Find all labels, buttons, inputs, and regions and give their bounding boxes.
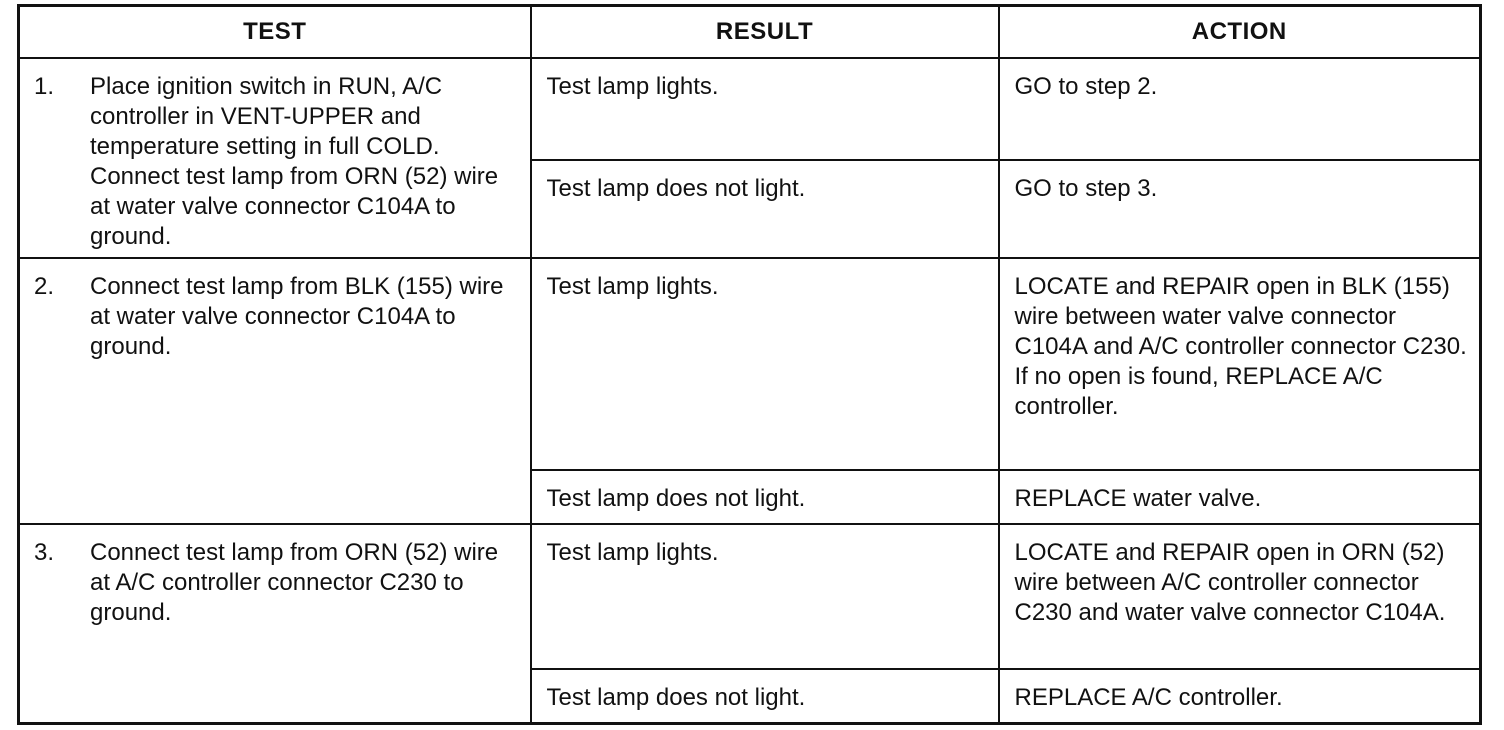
action-text: REPLACE A/C controller. (1014, 684, 1283, 712)
result-cell (531, 58, 999, 160)
result-text: Test lamp does not light. (546, 684, 806, 712)
result-text: Test lamp does not light. (546, 174, 806, 202)
action-cell (999, 160, 1481, 259)
test-description: Connect test lamp from BLK (155) wire at water valve connector C104A to ground. (90, 273, 504, 361)
table-row (19, 58, 1481, 160)
test-description: Place ignition switch in RUN, A/C controller in VENT-UPPER and temperature setting in full COLD. Connect test lamp from ORN (52) wire at water valve connector C104A to ground. (90, 73, 499, 250)
action-cell (999, 470, 1481, 524)
action-text: LOCATE and REPAIR open in BLK (155) wire between water valve connector C104A and A/C controller connector C230. If no open is found, REPLACE A/C controller. (1014, 273, 1467, 421)
header-row (19, 6, 1481, 59)
action-text: LOCATE and REPAIR open in ORN (52) wire between A/C controller connector C230 and water valve connector C104A. (1014, 539, 1446, 627)
test-cell-step-3 (19, 524, 531, 723)
test-description: Connect test lamp from ORN (52) wire at A/C controller connector C230 to ground. (90, 539, 499, 627)
diagnostic-page (17, 4, 1479, 725)
step-number: 3. (34, 539, 55, 567)
table-row (19, 258, 1481, 469)
result-text: Test lamp lights. (546, 73, 719, 100)
action-cell (999, 258, 1481, 469)
result-cell (531, 524, 999, 669)
header-test: TEST (19, 6, 531, 59)
result-text: Test lamp lights. (546, 273, 719, 301)
result-cell (531, 669, 999, 723)
header-result: RESULT (531, 6, 999, 59)
header-action: ACTION (999, 6, 1481, 59)
step-number: 1. (34, 73, 55, 100)
diagnostic-table (17, 4, 1482, 725)
table-row (19, 524, 1481, 669)
action-text: GO to step 2. (1014, 73, 1158, 100)
test-cell-step-2 (19, 258, 531, 524)
result-text: Test lamp does not light. (546, 484, 806, 512)
result-cell (531, 258, 999, 469)
result-cell (531, 470, 999, 524)
action-cell (999, 58, 1481, 160)
action-text: REPLACE water valve. (1014, 484, 1262, 512)
step-number: 2. (34, 273, 55, 301)
action-cell (999, 524, 1481, 669)
action-cell (999, 669, 1481, 723)
test-cell-step-1 (19, 58, 531, 258)
result-text: Test lamp lights. (546, 539, 719, 567)
action-text: GO to step 3. (1014, 174, 1158, 202)
result-cell (531, 160, 999, 259)
